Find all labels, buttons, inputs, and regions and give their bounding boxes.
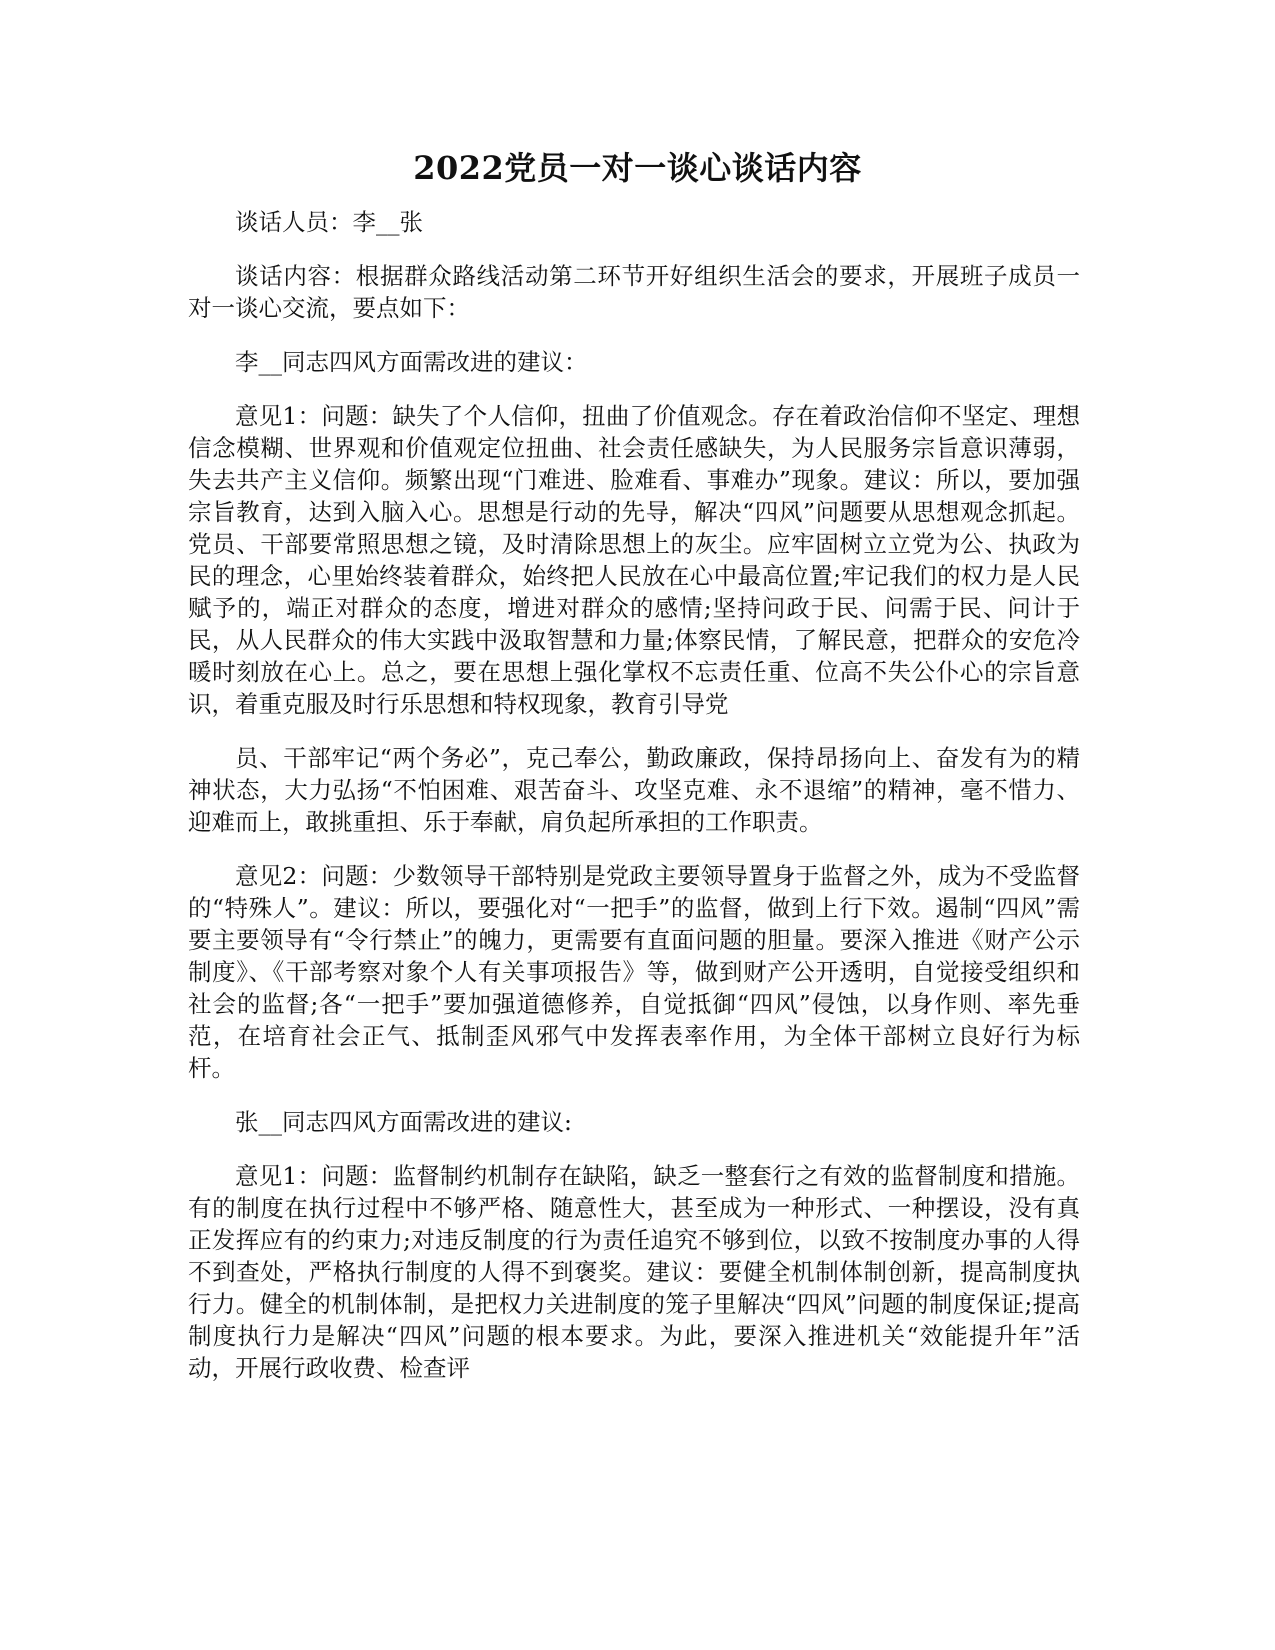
document-title: 2022党员一对一谈心谈话内容 <box>413 149 862 187</box>
document-body <box>188 206 1080 1406</box>
paragraph-zhang-opinion-1: 意见1：问题：监督制约机制存在缺陷，缺乏一整套行之有效的监督制度和措施。有的制度在执行过程中不够严格、随意性大，甚至成为一种形式、一种摆设，没有真正发挥应有的约束力;对违反制度的行为责任追究不够到位，以致不按制度办事的人得不到查处，严格执行制度的人得不到褒奖。建议：要健全机制体制创新，提高制度执行力。健全的机制体制，是把权力关进制度的笼子里解决“四风”问题的制度保证;提高制度执行力是解决“四风”问题的根本要求。为此，要深入推进机关“效能提升年”活动，开展行政收费、检查评 <box>188 1162 1080 1382</box>
paragraph-li-opinion-1: 意见1：问题：缺失了个人信仰，扭曲了价值观念。存在着政治信仰不坚定、理想信念模糊、世界观和价值观定位扭曲、社会责任感缺失，为人民服务宗旨意识薄弱，失去共产主义信仰。频繁出现“门难进、脸难看、事难办”现象。建议：所以，要加强宗旨教育，达到入脑入心。思想是行动的先导，解决“四风”问题要从思想观念抓起。党员、干部要常照思想之镜，及时清除思想上的灰尘。应牢固树立立党为公、执政为民的理念，心里始终装着群众，始终把人民放在心中最高位置;牢记我们的权力是人民赋予的，端正对群众的态度，增进对群众的感情;坚持问政于民、问需于民、问计于民，从人民群众的伟大实践中汲取智慧和力量;体察民情，了解民意，把群众的安危冷暖时刻放在心上。总之，要在思想上强化掌权不忘责任重、位高不失公仆心的宗旨意识，着重克服及时行乐思想和特权现象，教育引导党 <box>188 402 1080 718</box>
paragraph-content-intro: 谈话内容：根据群众路线活动第二环节开好组织生活会的要求，开展班子成员一对一谈心交流，要点如下： <box>188 262 1080 322</box>
paragraph-li-opinion-2: 意见2：问题：少数领导干部特别是党政主要领导置身于监督之外，成为不受监督的“特殊人”。建议：所以，要强化对“一把手”的监督，做到上行下效。遏制“四风”需要主要领导有“令行禁止”的魄力，更需要有直面问题的胆量。要深入推进《财产公示制度》、《干部考察对象个人有关事项报告》等，做到财产公开透明，自觉接受组织和社会的监督;各“一把手”要加强道德修养，自觉抵御“四风”侵蚀，以身作则、率先垂范，在培育社会正气、抵制歪风邪气中发挥表率作用，为全体干部树立良好行为标杆。 <box>188 862 1080 1082</box>
paragraph-li-opinion-1-cont: 员、干部牢记“两个务必”，克己奉公，勤政廉政，保持昂扬向上、奋发有为的精神状态，大力弘扬“不怕困难、艰苦奋斗、攻坚克难、永不退缩”的精神，毫不惜力、迎难而上，敢挑重担、乐于奉献，肩负起所承担的工作职责。 <box>188 744 1080 836</box>
paragraph-li-heading: 李__同志四风方面需改进的建议： <box>235 348 588 376</box>
paragraph-zhang-heading: 张__同志四风方面需改进的建议: <box>235 1108 572 1136</box>
paragraph-participants: 谈话人员：李__张 <box>235 208 423 236</box>
